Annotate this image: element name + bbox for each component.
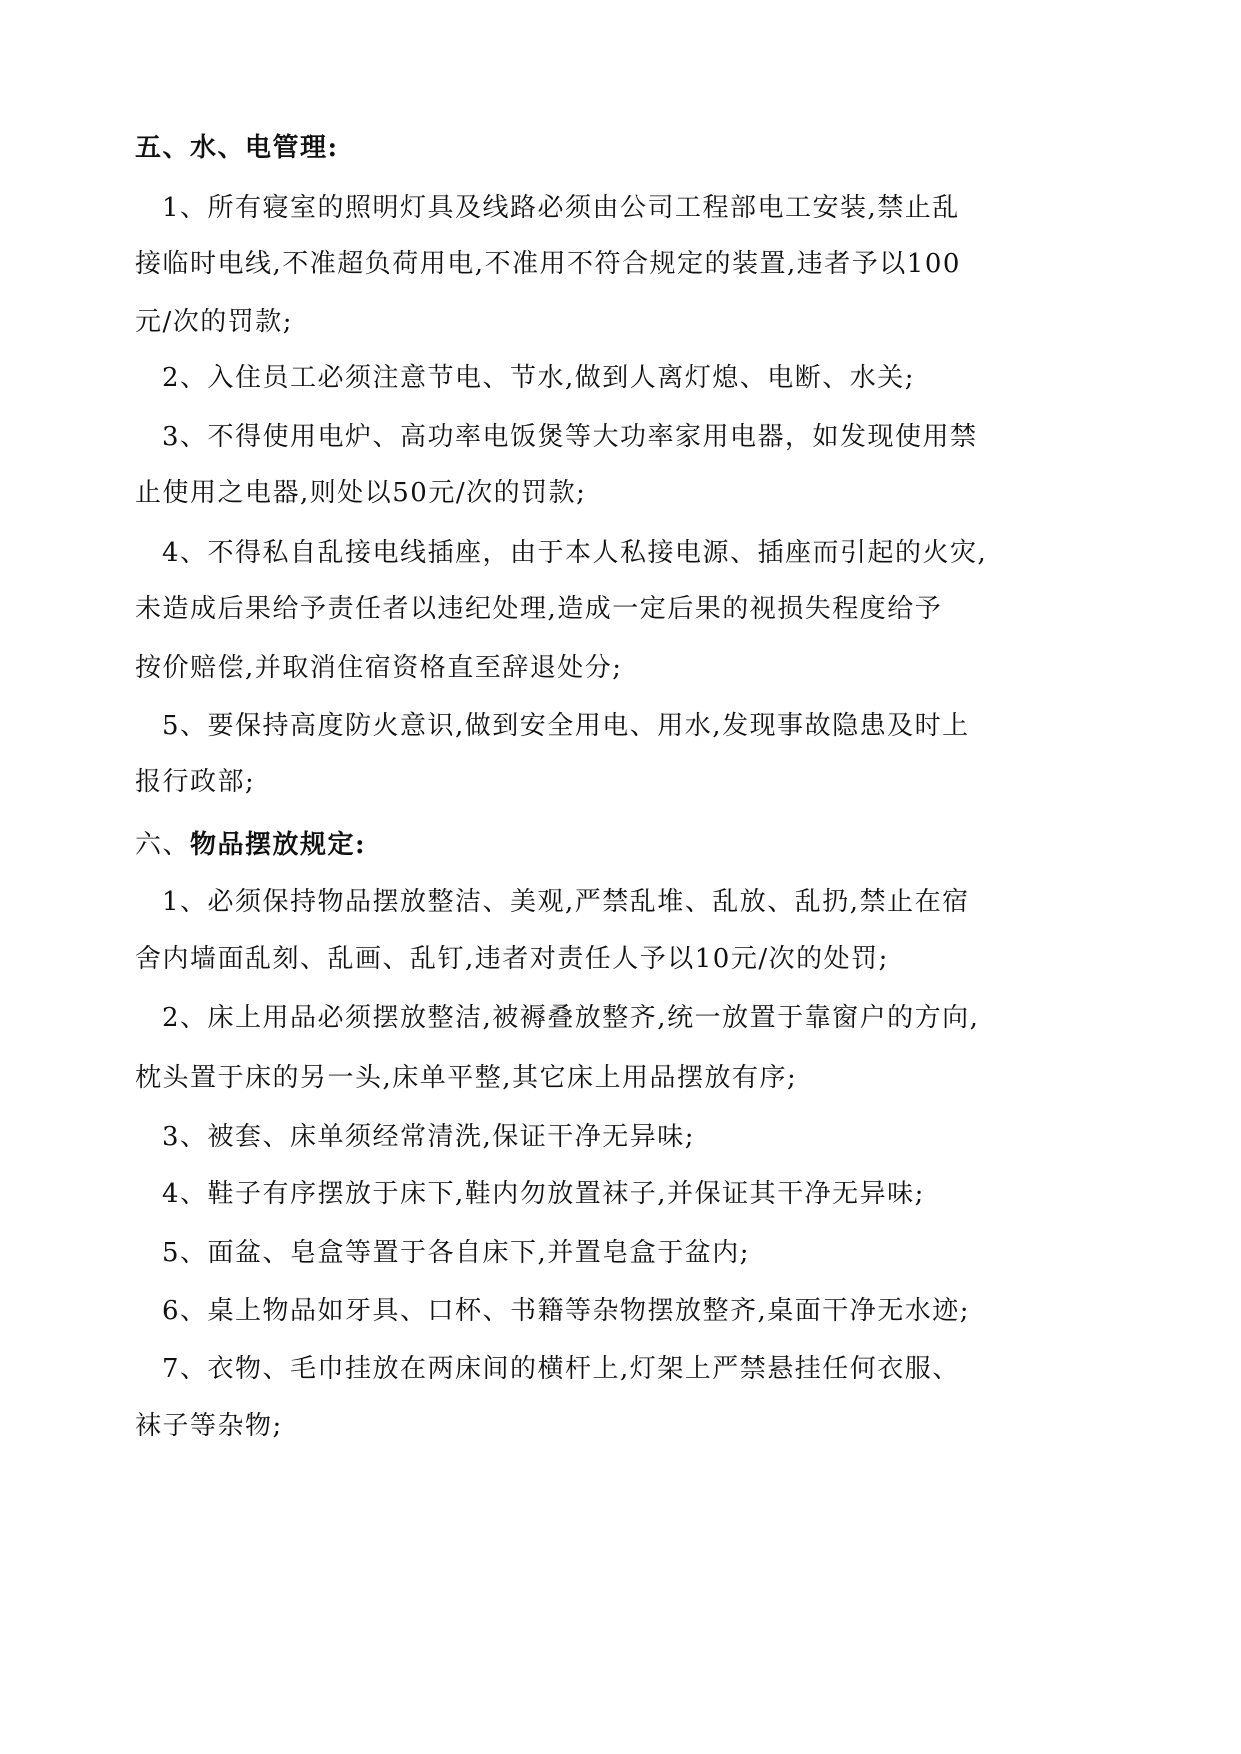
paragraph-line: 5、面盆、皂盒等置于各自床下,并置皂盒于盆内; — [162, 1238, 751, 1268]
paragraph-line: 枕头置于床的另一头,床单平整,其它床上用品摆放有序; — [135, 1063, 798, 1093]
paragraph-line: 5、要保持高度防火意识,做到安全用电、用水,发现事故隐患及时上 — [162, 711, 970, 741]
paragraph-line: 2、床上用品必须摆放整洁,被褥叠放整齐,统一放置于靠窗户的方向, — [162, 1003, 980, 1033]
paragraph-line: 接临时电线,不准超负荷用电,不准用不符合规定的装置,违者予以100 — [135, 249, 961, 279]
section-heading-item-placement — [135, 828, 366, 862]
paragraph-line: 舍内墙面乱刻、乱画、乱钉,违者对责任人予以10元/次的处罚; — [135, 944, 889, 974]
paragraph-line: 3、被套、床单须经常清洗,保证干净无异味; — [162, 1122, 696, 1152]
paragraph-line: 3、不得使用电炉、高功率电饭煲等大功率家用电器，如发现使用禁 — [162, 422, 978, 452]
paragraph-line: 袜子等杂物; — [135, 1411, 283, 1441]
paragraph-line: 7、衣物、毛巾挂放在两床间的横杆上,灯架上严禁悬挂任何衣服、 — [162, 1354, 960, 1384]
paragraph-line: 1、必须保持物品摆放整洁、美观,严禁乱堆、乱放、乱扔,禁止在宿 — [162, 887, 970, 917]
paragraph-line: 元/次的罚款; — [135, 307, 294, 337]
paragraph-line: 6、桌上物品如牙具、口杯、书籍等杂物摆放整齐,桌面干净无水迹; — [162, 1296, 971, 1326]
paragraph-line: 未造成后果给予责任者以违纪处理,造成一定后果的视损失程度给予 — [135, 594, 943, 624]
section-title: 物品摆放规定: — [190, 830, 367, 860]
section-heading-water-electricity: 五、水、电管理: — [135, 133, 339, 163]
paragraph-line: 2、入住员工必须注意节电、节水,做到人离灯熄、电断、水关; — [162, 363, 916, 393]
paragraph-line: 4、不得私自乱接电线插座，由于本人私接电源、插座而引起的火灾, — [162, 538, 988, 568]
paragraph-line: 按价赔偿,并取消住宿资格直至辞退处分; — [135, 653, 623, 683]
paragraph-line: 止使用之电器,则处以50元/次的罚款; — [135, 478, 587, 508]
paragraph-line: 报行政部; — [135, 767, 256, 797]
section-number: 六、 — [135, 830, 191, 860]
paragraph-line: 1、所有寝室的照明灯具及线路必须由公司工程部电工安装,禁止乱 — [162, 193, 960, 223]
paragraph-line: 4、鞋子有序摆放于床下,鞋内勿放置袜子,并保证其干净无异味; — [162, 1179, 925, 1209]
